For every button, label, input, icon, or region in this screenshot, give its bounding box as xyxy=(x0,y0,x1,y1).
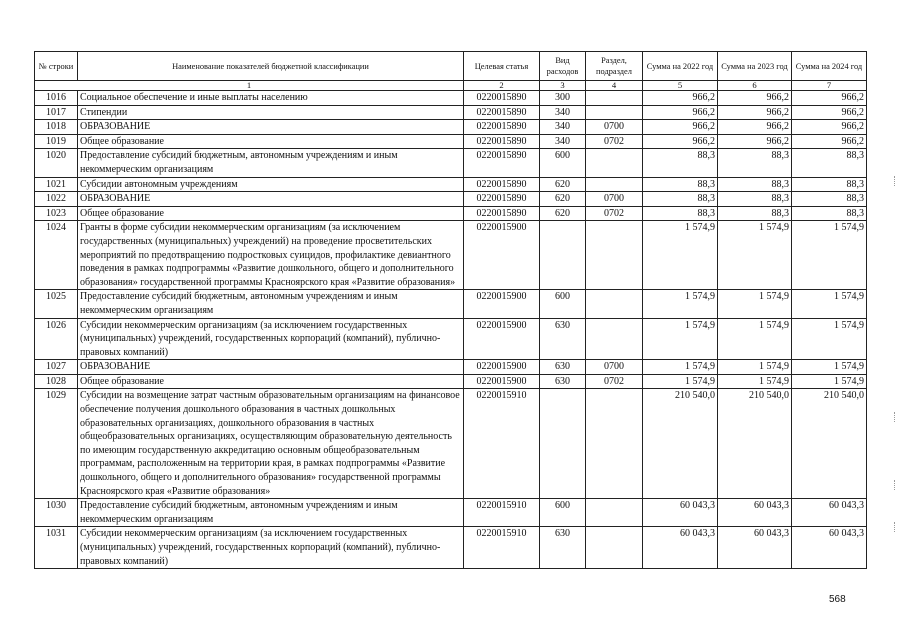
table-row xyxy=(35,389,867,499)
row-sum-2022: 88,3 xyxy=(643,177,718,192)
row-sum-2023: 88,3 xyxy=(718,192,792,207)
header-sum-2024: Сумма на 2024 год xyxy=(792,52,867,81)
row-name: ОБРАЗОВАНИЕ xyxy=(78,360,464,375)
row-number: 1017 xyxy=(35,105,78,120)
row-sum-2023: 966,2 xyxy=(718,134,792,149)
row-section xyxy=(586,389,643,499)
row-number: 1016 xyxy=(35,91,78,106)
row-target-article: 0220015890 xyxy=(464,134,540,149)
row-sum-2022: 1 574,9 xyxy=(643,221,718,290)
row-sum-2023: 1 574,9 xyxy=(718,221,792,290)
row-section: 0702 xyxy=(586,374,643,389)
row-sum-2022: 966,2 xyxy=(643,120,718,135)
row-expense-type: 630 xyxy=(540,527,586,569)
row-sum-2024: 60 043,3 xyxy=(792,499,867,527)
row-sum-2024: 1 574,9 xyxy=(792,221,867,290)
row-number: 1024 xyxy=(35,221,78,290)
row-sum-2024: 1 574,9 xyxy=(792,374,867,389)
row-section: 0700 xyxy=(586,120,643,135)
row-sum-2024: 1 574,9 xyxy=(792,318,867,360)
row-section xyxy=(586,91,643,106)
column-number-1: 1 xyxy=(35,81,464,91)
row-sum-2023: 966,2 xyxy=(718,91,792,106)
row-sum-2024: 966,2 xyxy=(792,105,867,120)
row-number: 1029 xyxy=(35,389,78,499)
row-sum-2023: 966,2 xyxy=(718,120,792,135)
row-number: 1031 xyxy=(35,527,78,569)
row-target-article: 0220015890 xyxy=(464,206,540,221)
edge-mark xyxy=(894,480,897,490)
row-sum-2022: 966,2 xyxy=(643,105,718,120)
row-sum-2023: 60 043,3 xyxy=(718,499,792,527)
row-section: 0702 xyxy=(586,134,643,149)
row-expense-type: 630 xyxy=(540,360,586,375)
row-sum-2022: 210 540,0 xyxy=(643,389,718,499)
row-sum-2022: 1 574,9 xyxy=(643,360,718,375)
edge-mark xyxy=(894,176,897,186)
row-number: 1023 xyxy=(35,206,78,221)
row-sum-2022: 88,3 xyxy=(643,149,718,177)
row-sum-2023: 88,3 xyxy=(718,149,792,177)
row-sum-2022: 966,2 xyxy=(643,91,718,106)
row-target-article: 0220015890 xyxy=(464,120,540,135)
row-section xyxy=(586,177,643,192)
table-row xyxy=(35,499,867,527)
row-number: 1025 xyxy=(35,290,78,318)
row-target-article: 0220015890 xyxy=(464,192,540,207)
header-name: Наименование показателей бюджетной классификации xyxy=(78,52,464,81)
row-name: Предоставление субсидий бюджетным, автономным учреждениям и иным некоммерческим организациям xyxy=(78,499,464,527)
header-section: Раздел, подраздел xyxy=(586,52,643,81)
table-row xyxy=(35,105,867,120)
row-target-article: 0220015900 xyxy=(464,360,540,375)
table-row xyxy=(35,374,867,389)
row-section xyxy=(586,105,643,120)
row-name: Гранты в форме субсидии некоммерческим организациям (за исключением государственных (муниципальных) учреждений) на проведение просветительских мероприятий по предотвращению подростковых суицидов, профилактике девиантного поведения в рамках подпрограммы «Развитие дошкольного, общего и дополнительного образования» государственной программы Красноярского края «Развитие образования» xyxy=(78,221,464,290)
row-sum-2023: 966,2 xyxy=(718,105,792,120)
row-number: 1020 xyxy=(35,149,78,177)
row-name: Субсидии некоммерческим организациям (за исключением государственных (муниципальных) учреждений, государственных корпораций (компаний), публично-правовых компаний) xyxy=(78,318,464,360)
row-sum-2024: 966,2 xyxy=(792,134,867,149)
table-row xyxy=(35,318,867,360)
row-number: 1028 xyxy=(35,374,78,389)
row-target-article: 0220015890 xyxy=(464,105,540,120)
table-row xyxy=(35,290,867,318)
row-section xyxy=(586,149,643,177)
page-number: 568 xyxy=(829,594,846,605)
row-name: Субсидии на возмещение затрат частным образовательным организациям на финансовое обеспечение получения дошкольного образования в частных дошкольных образовательных организациях, дошкольного образования в частных общеобразовательных организациях, осуществляющим образовательную деятельность по имеющим государственную аккредитацию основным общеобразовательным программам, расположенным на территории края, в рамках подпрограммы «Развитие дошкольного, общего и дополнительного образования» государственной программы Красноярского края «Развитие образования» xyxy=(78,389,464,499)
row-sum-2024: 210 540,0 xyxy=(792,389,867,499)
table-row xyxy=(35,192,867,207)
row-expense-type: 620 xyxy=(540,206,586,221)
edge-mark xyxy=(894,412,897,422)
row-sum-2022: 1 574,9 xyxy=(643,374,718,389)
row-sum-2023: 1 574,9 xyxy=(718,290,792,318)
row-sum-2022: 88,3 xyxy=(643,206,718,221)
row-section xyxy=(586,290,643,318)
row-section: 0700 xyxy=(586,360,643,375)
row-expense-type: 340 xyxy=(540,120,586,135)
row-expense-type: 300 xyxy=(540,91,586,106)
row-expense-type: 620 xyxy=(540,177,586,192)
row-section: 0700 xyxy=(586,192,643,207)
row-target-article: 0220015900 xyxy=(464,221,540,290)
row-number: 1019 xyxy=(35,134,78,149)
row-sum-2022: 966,2 xyxy=(643,134,718,149)
row-target-article: 0220015910 xyxy=(464,527,540,569)
header-num: № строки xyxy=(35,52,78,81)
row-number: 1030 xyxy=(35,499,78,527)
row-sum-2023: 88,3 xyxy=(718,177,792,192)
row-target-article: 0220015900 xyxy=(464,290,540,318)
row-sum-2024: 88,3 xyxy=(792,192,867,207)
column-number-4: 4 xyxy=(586,81,643,91)
row-name: Общее образование xyxy=(78,134,464,149)
row-sum-2022: 1 574,9 xyxy=(643,318,718,360)
row-sum-2023: 60 043,3 xyxy=(718,527,792,569)
column-number-3: 3 xyxy=(540,81,586,91)
column-number-7: 7 xyxy=(792,81,867,91)
row-name: Предоставление субсидий бюджетным, автономным учреждениям и иным некоммерческим организациям xyxy=(78,149,464,177)
row-sum-2022: 1 574,9 xyxy=(643,290,718,318)
row-section xyxy=(586,318,643,360)
row-sum-2023: 1 574,9 xyxy=(718,318,792,360)
row-sum-2022: 60 043,3 xyxy=(643,527,718,569)
row-sum-2024: 1 574,9 xyxy=(792,360,867,375)
table-row xyxy=(35,91,867,106)
row-expense-type: 620 xyxy=(540,192,586,207)
header-sum-2022: Сумма на 2022 год xyxy=(643,52,718,81)
row-expense-type xyxy=(540,221,586,290)
row-name: Субсидии некоммерческим организациям (за исключением государственных (муниципальных) учреждений, государственных корпораций (компаний), публично-правовых компаний) xyxy=(78,527,464,569)
row-section xyxy=(586,499,643,527)
row-sum-2024: 88,3 xyxy=(792,149,867,177)
row-name: ОБРАЗОВАНИЕ xyxy=(78,120,464,135)
table-row xyxy=(35,134,867,149)
row-number: 1018 xyxy=(35,120,78,135)
row-target-article: 0220015890 xyxy=(464,149,540,177)
edge-mark xyxy=(894,522,897,532)
column-number-2: 2 xyxy=(464,81,540,91)
row-section: 0702 xyxy=(586,206,643,221)
row-sum-2024: 1 574,9 xyxy=(792,290,867,318)
row-target-article: 0220015910 xyxy=(464,499,540,527)
row-expense-type: 600 xyxy=(540,149,586,177)
row-sum-2024: 88,3 xyxy=(792,177,867,192)
row-target-article: 0220015890 xyxy=(464,177,540,192)
column-number-5: 5 xyxy=(643,81,718,91)
row-name: Общее образование xyxy=(78,374,464,389)
row-target-article: 0220015900 xyxy=(464,318,540,360)
row-expense-type xyxy=(540,389,586,499)
row-name: Предоставление субсидий бюджетным, автономным учреждениям и иным некоммерческим организациям xyxy=(78,290,464,318)
row-target-article: 0220015890 xyxy=(464,91,540,106)
row-sum-2023: 1 574,9 xyxy=(718,360,792,375)
row-name: Стипендии xyxy=(78,105,464,120)
row-number: 1022 xyxy=(35,192,78,207)
header-vid: Вид расходов xyxy=(540,52,586,81)
row-sum-2022: 60 043,3 xyxy=(643,499,718,527)
header-row xyxy=(35,52,867,81)
row-sum-2024: 88,3 xyxy=(792,206,867,221)
row-sum-2023: 88,3 xyxy=(718,206,792,221)
row-expense-type: 630 xyxy=(540,374,586,389)
row-section xyxy=(586,221,643,290)
row-target-article: 0220015910 xyxy=(464,389,540,499)
row-expense-type: 600 xyxy=(540,290,586,318)
table-row xyxy=(35,206,867,221)
row-sum-2023: 210 540,0 xyxy=(718,389,792,499)
row-name: Общее образование xyxy=(78,206,464,221)
column-number-6: 6 xyxy=(718,81,792,91)
header-target: Целевая статья xyxy=(464,52,540,81)
row-target-article: 0220015900 xyxy=(464,374,540,389)
table-row xyxy=(35,360,867,375)
row-sum-2023: 1 574,9 xyxy=(718,374,792,389)
row-name: Социальное обеспечение и иные выплаты населению xyxy=(78,91,464,106)
row-name: ОБРАЗОВАНИЕ xyxy=(78,192,464,207)
row-number: 1021 xyxy=(35,177,78,192)
budget-table xyxy=(34,51,867,569)
header-sum-2023: Сумма на 2023 год xyxy=(718,52,792,81)
row-expense-type: 630 xyxy=(540,318,586,360)
row-section xyxy=(586,527,643,569)
row-number: 1027 xyxy=(35,360,78,375)
row-sum-2024: 60 043,3 xyxy=(792,527,867,569)
row-expense-type: 340 xyxy=(540,134,586,149)
table-row xyxy=(35,177,867,192)
column-number-row xyxy=(35,81,867,91)
table-row xyxy=(35,221,867,290)
row-sum-2024: 966,2 xyxy=(792,120,867,135)
row-number: 1026 xyxy=(35,318,78,360)
table-row xyxy=(35,120,867,135)
table-row xyxy=(35,527,867,569)
row-sum-2022: 88,3 xyxy=(643,192,718,207)
row-expense-type: 600 xyxy=(540,499,586,527)
row-expense-type: 340 xyxy=(540,105,586,120)
table-row xyxy=(35,149,867,177)
row-sum-2024: 966,2 xyxy=(792,91,867,106)
row-name: Субсидии автономным учреждениям xyxy=(78,177,464,192)
